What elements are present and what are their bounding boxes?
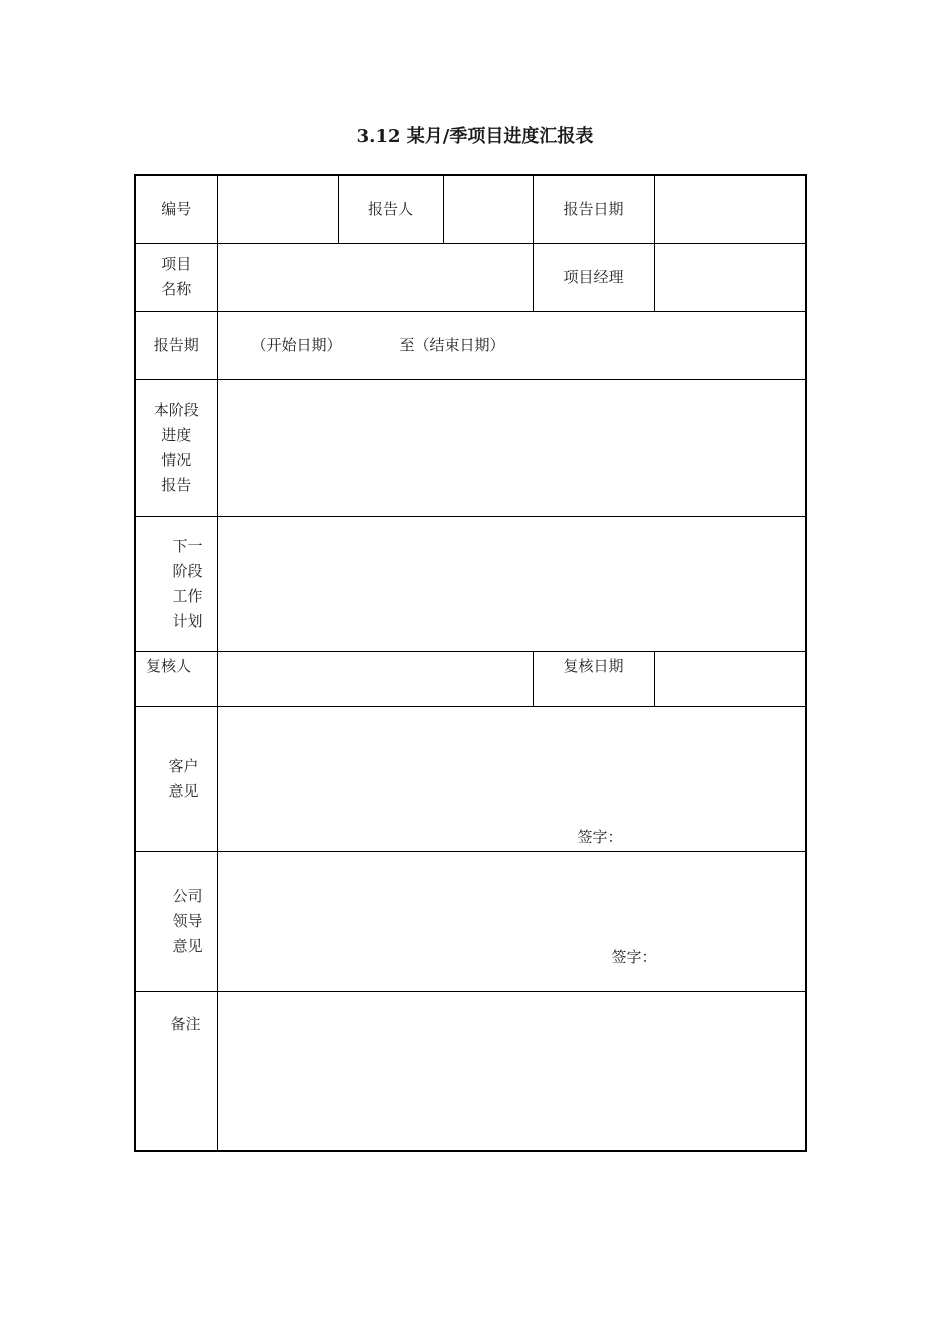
project-name-label-line: 项目 — [161, 255, 192, 273]
next-plan-label — [135, 516, 217, 651]
row-client-opinion — [135, 706, 806, 851]
reviewer-field[interactable] — [217, 651, 533, 706]
review-date-label: 复核日期 — [533, 651, 654, 706]
client-opinion-label-line: 客户 — [168, 756, 199, 775]
client-opinion-label-line: 意见 — [168, 781, 199, 800]
row-progress — [135, 379, 806, 516]
project-manager-field[interactable] — [654, 243, 806, 311]
start-date-placeholder: （开始日期） — [251, 335, 342, 354]
remarks-label: 备注 — [135, 991, 217, 1151]
progress-report-form — [134, 174, 807, 1152]
number-label: 编号 — [135, 175, 217, 243]
reporter-label: 报告人 — [338, 175, 443, 243]
row-project — [135, 243, 806, 311]
leader-opinion-field[interactable] — [217, 851, 806, 991]
project-name-field[interactable] — [217, 243, 533, 311]
row-review — [135, 651, 806, 706]
next-plan-label-line: 阶段 — [172, 561, 203, 580]
row-remarks — [135, 991, 806, 1151]
review-date-field[interactable] — [654, 651, 806, 706]
leader-opinion-label-line: 领导 — [172, 911, 203, 930]
progress-label-line: 报告 — [161, 475, 192, 494]
remarks-field[interactable] — [217, 991, 806, 1151]
project-name-label-line: 名称 — [161, 280, 192, 298]
row-leader-opinion — [135, 851, 806, 991]
report-date-field[interactable] — [654, 175, 806, 243]
next-plan-label-line: 工作 — [172, 586, 203, 605]
number-field[interactable] — [217, 175, 338, 243]
project-manager-label: 项目经理 — [533, 243, 654, 311]
leader-opinion-label — [135, 851, 217, 991]
reporter-field[interactable] — [443, 175, 533, 243]
client-opinion-label — [135, 706, 217, 851]
row-header-info — [135, 175, 806, 243]
report-period-field[interactable] — [217, 311, 806, 379]
report-date-label: 报告日期 — [533, 175, 654, 243]
end-date-placeholder: 至（结束日期） — [399, 335, 505, 354]
leader-signature-label: 签字： — [611, 947, 657, 966]
progress-label-line: 本阶段 — [153, 400, 199, 419]
reviewer-label: 复核人 — [135, 651, 217, 706]
progress-label-line: 情况 — [161, 450, 192, 469]
next-plan-field[interactable] — [217, 516, 806, 651]
client-opinion-field[interactable] — [217, 706, 806, 851]
progress-report-field[interactable] — [217, 379, 806, 516]
row-next-plan — [135, 516, 806, 651]
next-plan-label-line: 计划 — [172, 611, 203, 630]
page-title: 3.12 某月/季项目进度汇报表 — [356, 126, 594, 147]
next-plan-label-line: 下一 — [172, 536, 203, 555]
leader-opinion-label-line: 意见 — [172, 936, 203, 955]
progress-report-label — [135, 379, 217, 516]
leader-opinion-label-line: 公司 — [172, 886, 203, 905]
report-period-label: 报告期 — [135, 311, 217, 379]
project-name-label — [135, 243, 217, 311]
row-period — [135, 311, 806, 379]
client-signature-label: 签字： — [577, 827, 623, 846]
progress-label-line: 进度 — [161, 425, 192, 444]
